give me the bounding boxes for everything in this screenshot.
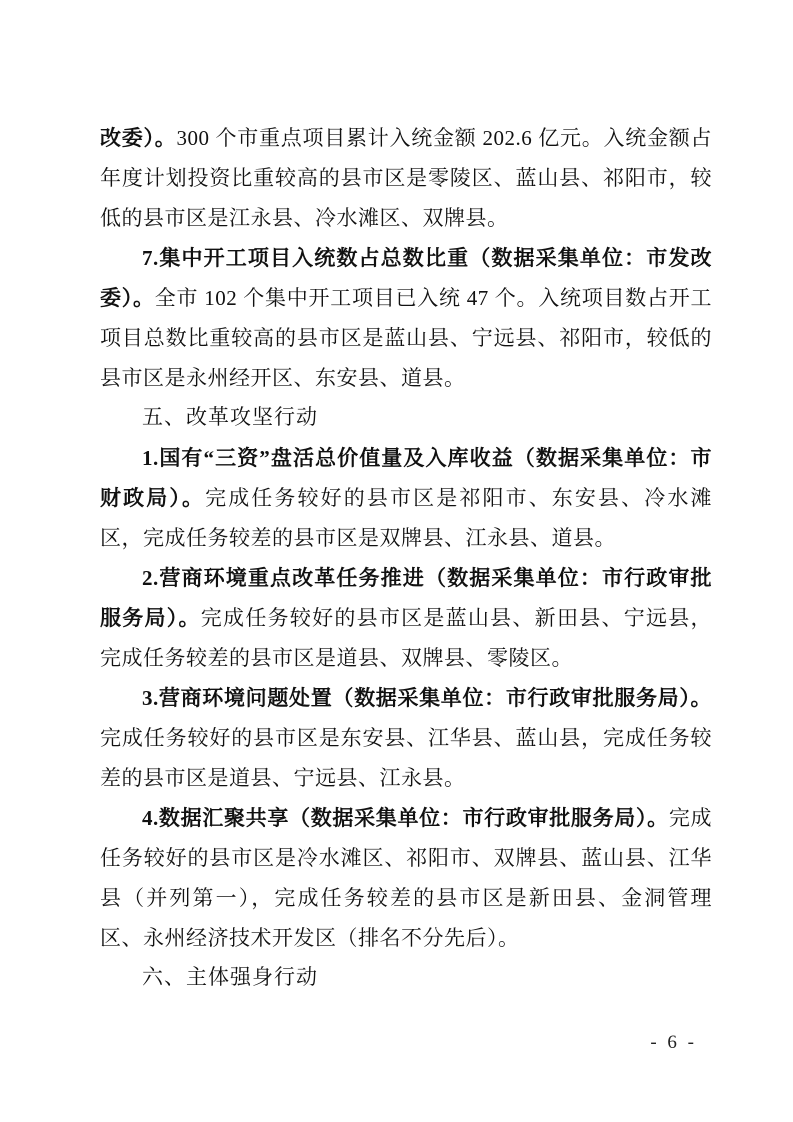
paragraph-item-7	[100, 238, 712, 398]
paragraph-lead: 改委）。	[100, 126, 177, 150]
paragraph-text: 完成任务较好的县市区是祁阳市、东安县、冷水滩区，完成任务较差的县市区是双牌县、江永县、道县。	[100, 486, 712, 550]
paragraph-lead: 1.国有“三资”盘活总价值量及入库收益（数据采集单位：市财政局）。	[100, 446, 712, 510]
paragraph-text: 完成任务较好的县市区是东安县、江华县、蓝山县，完成任务较差的县市区是道县、宁远县、江永县。	[100, 726, 712, 790]
paragraph-item-4	[100, 798, 712, 958]
paragraph-item-3	[100, 678, 712, 798]
document-page	[100, 118, 712, 998]
paragraph-text: 全市 102 个集中开工项目已入统 47 个。入统项目数占开工项目总数比重较高的县市区是蓝山县、宁远县、祁阳市，较低的县市区是永州经开区、东安县、道县。	[100, 286, 712, 390]
paragraph-lead: 2.营商环境重点改革任务推进（数据采集单位：市行政审批服务局）。	[100, 566, 712, 630]
paragraph-text: 完成任务较好的县市区是冷水滩区、祁阳市、双牌县、蓝山县、江华县（并列第一），完成任务较差的县市区是新田县、金洞管理区、永州经济技术开发区（排名不分先后）。	[100, 806, 713, 950]
page-number: - 6 -	[650, 1032, 697, 1053]
paragraph-text: 完成任务较好的县市区是蓝山县、新田县、宁远县，完成任务较差的县市区是道县、双牌县、零陵区。	[100, 606, 712, 670]
section-heading-5: 五、改革攻坚行动	[142, 406, 318, 429]
paragraph-text: 300 个市重点项目累计入统金额 202.6 亿元。入统金额占年度计划投资比重较高的县市区是零陵区、蓝山县、祁阳市，较低的县市区是江永县、冷水滩区、双牌县。	[100, 126, 712, 230]
paragraph-lead: 7.集中开工项目入统数占总数比重（数据采集单位：市发改委）。	[100, 246, 712, 310]
paragraph-lead: 4.数据汇聚共享（数据采集单位：市行政审批服务局）。	[142, 806, 669, 830]
paragraph-item-2	[100, 558, 712, 678]
paragraph-lead: 3.营商环境问题处置（数据采集单位：市行政审批服务局）。	[142, 686, 712, 710]
section-heading-6: 六、主体强身行动	[142, 966, 318, 989]
paragraph-item-1	[100, 438, 712, 558]
paragraph-continuation	[100, 118, 712, 238]
